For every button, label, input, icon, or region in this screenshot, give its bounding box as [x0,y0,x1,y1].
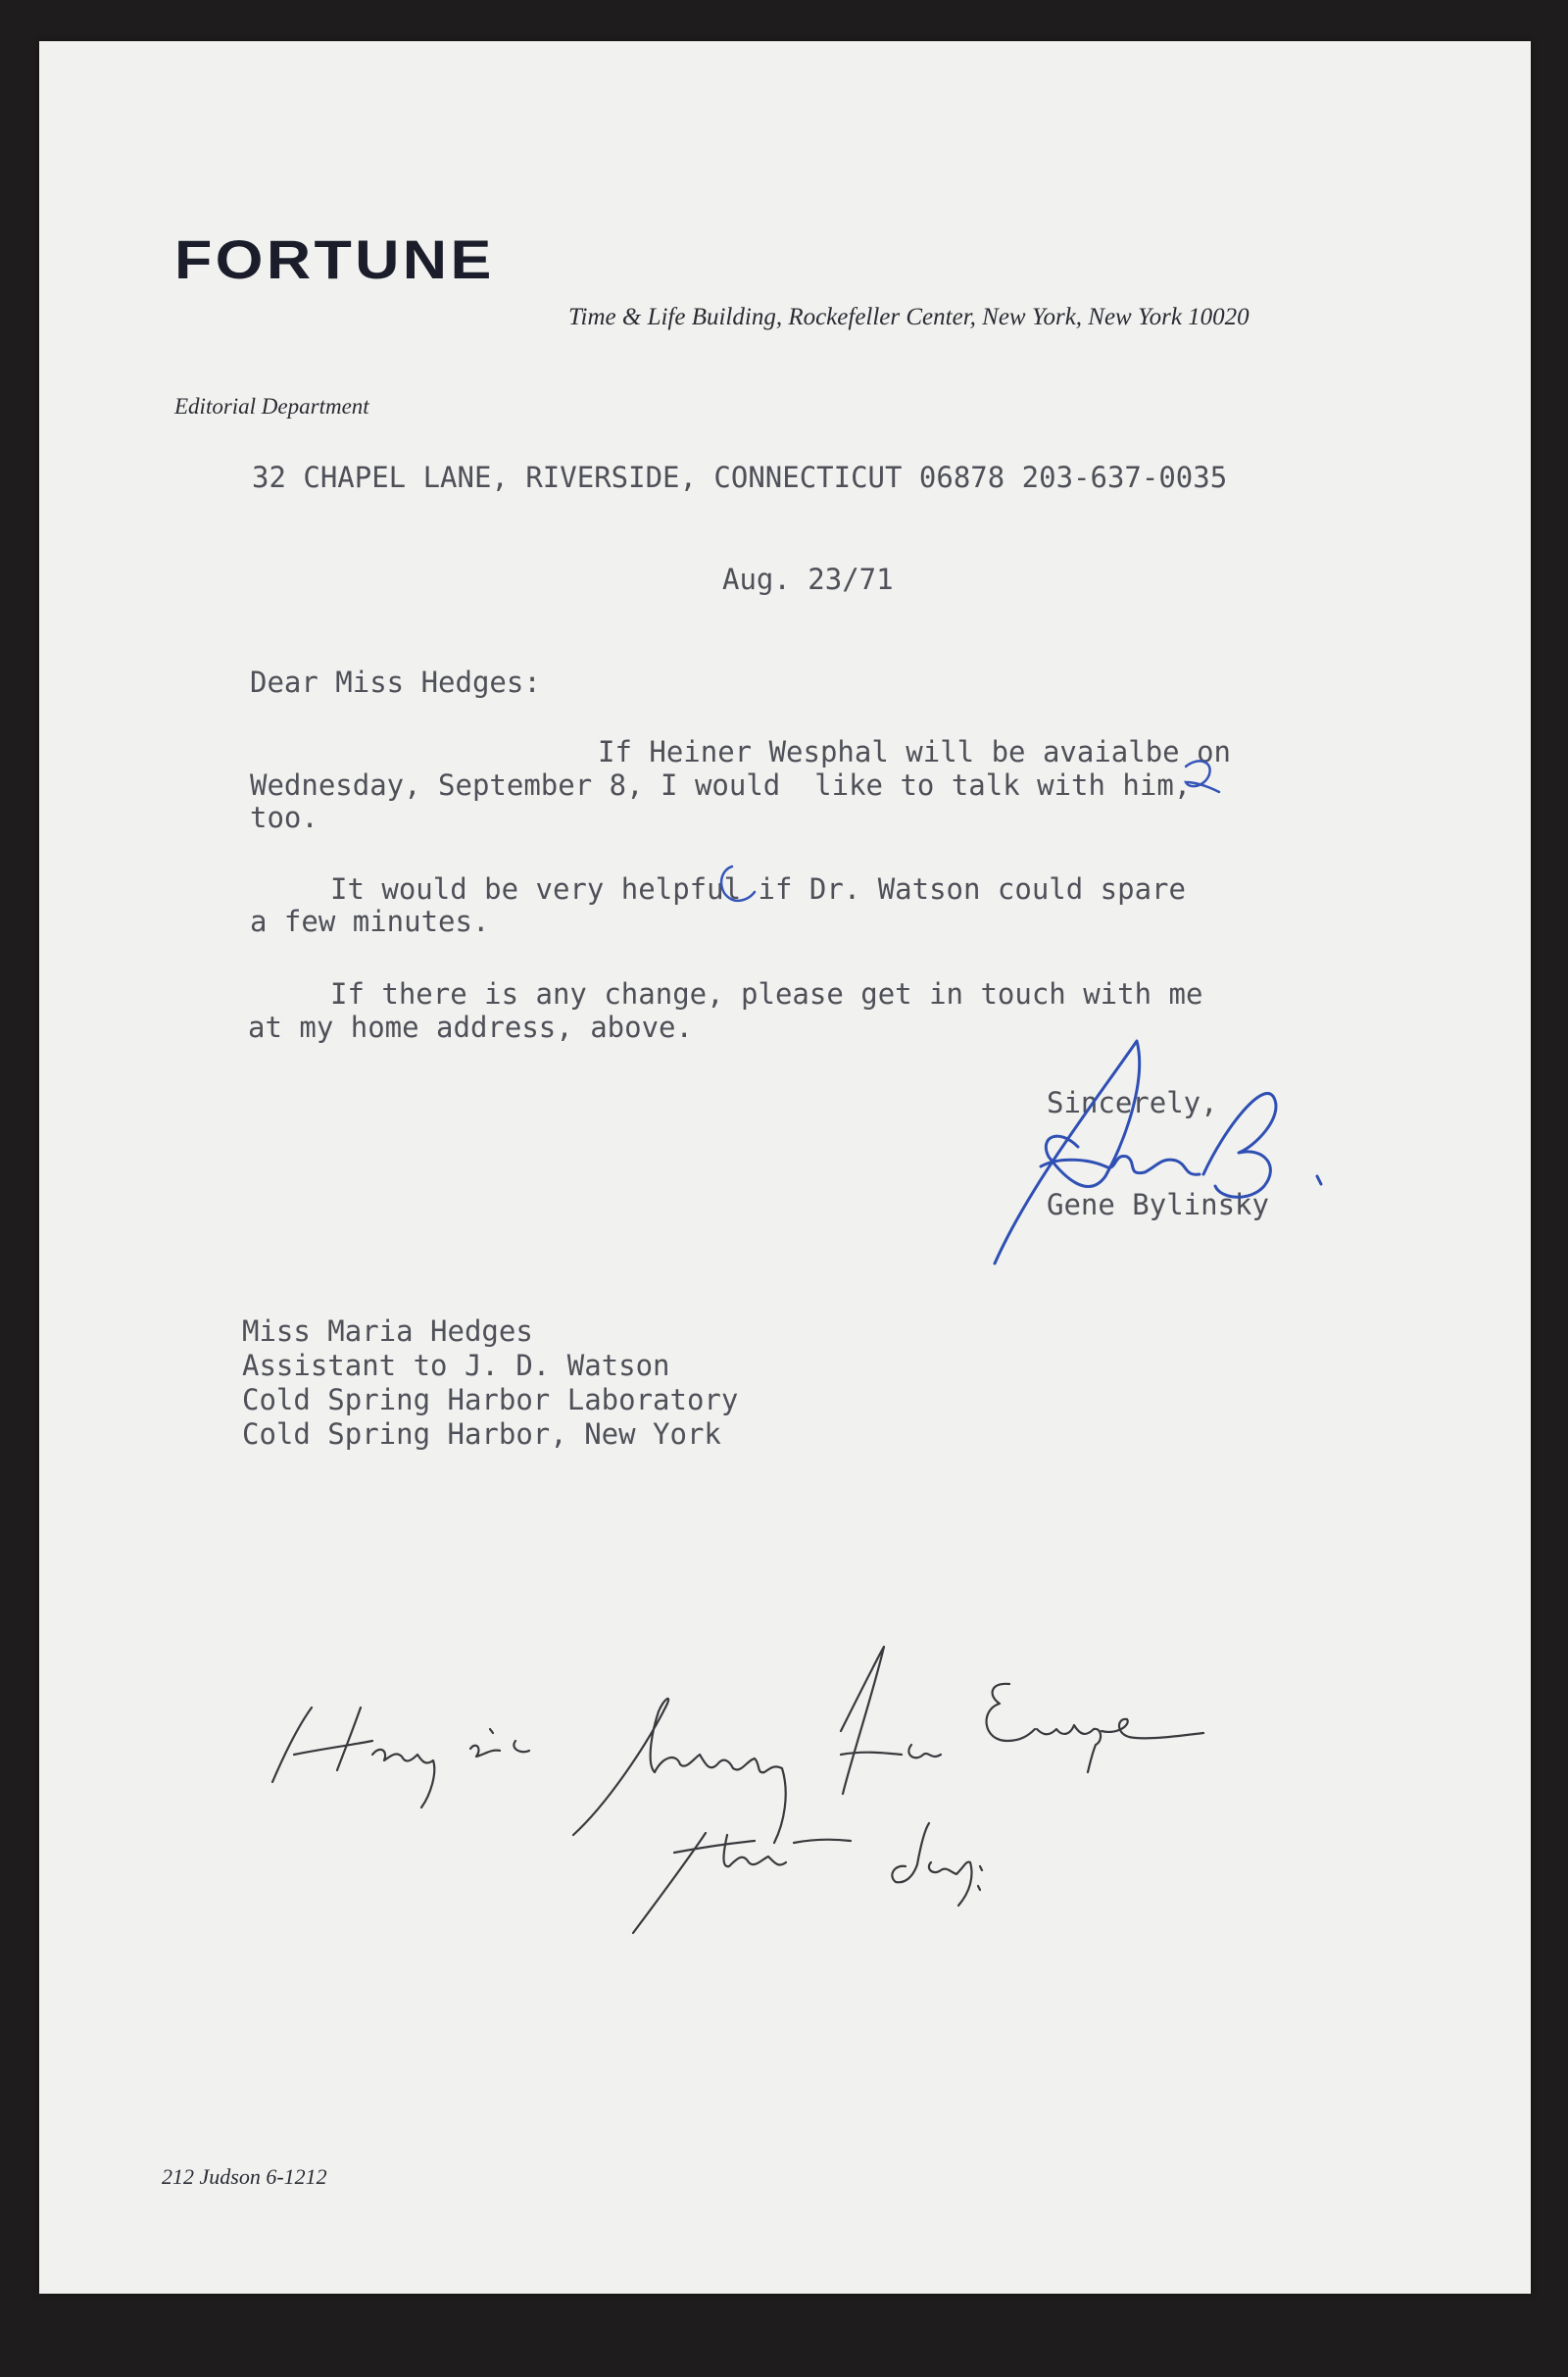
salutation: Dear Miss Hedges: [250,666,541,699]
sender-address: 32 CHAPEL LANE, RIVERSIDE, CONNECTICUT 06878 203-637-0035 [252,461,1228,494]
recipient-line-2: Assistant to J. D. Watson [242,1349,670,1382]
signature-scribble [995,1041,1321,1263]
letterhead-address: Time & Life Building, Rockefeller Center, New York, New York 10020 [568,304,1250,330]
recipient-line-3: Cold Spring Harbor Laboratory [242,1383,739,1416]
body-p3-line1: If there is any change, please get in touch with me [330,977,1203,1011]
letterhead-phone: 212 Judson 6-1212 [162,2164,327,2189]
body-p1-line1: If Heiner Wesphal will be avaialbe on [598,735,1232,768]
typed-name: Gene Bylinsky [1047,1188,1269,1221]
recipient-line-1: Miss Maria Hedges [242,1314,533,1348]
handwritten-note [272,1647,1203,1933]
closing: Sincerely, [1047,1086,1218,1119]
body-p2-line1: It would be very helpful if Dr. Watson could spare [330,872,1186,906]
letter-date: Aug. 23/71 [722,563,894,596]
body-p3-line2: at my home address, above. [248,1011,693,1044]
blue-corrections [721,761,1219,900]
letterhead-department: Editorial Department [174,394,369,419]
body-p1-line3: too. [250,801,318,834]
letterhead-brand: FORTUNE [174,228,495,290]
body-p2-line2: a few minutes. [250,905,490,938]
body-p1-line2: Wednesday, September 8, I would like to talk with him, [250,768,1192,802]
recipient-line-4: Cold Spring Harbor, New York [242,1417,721,1451]
